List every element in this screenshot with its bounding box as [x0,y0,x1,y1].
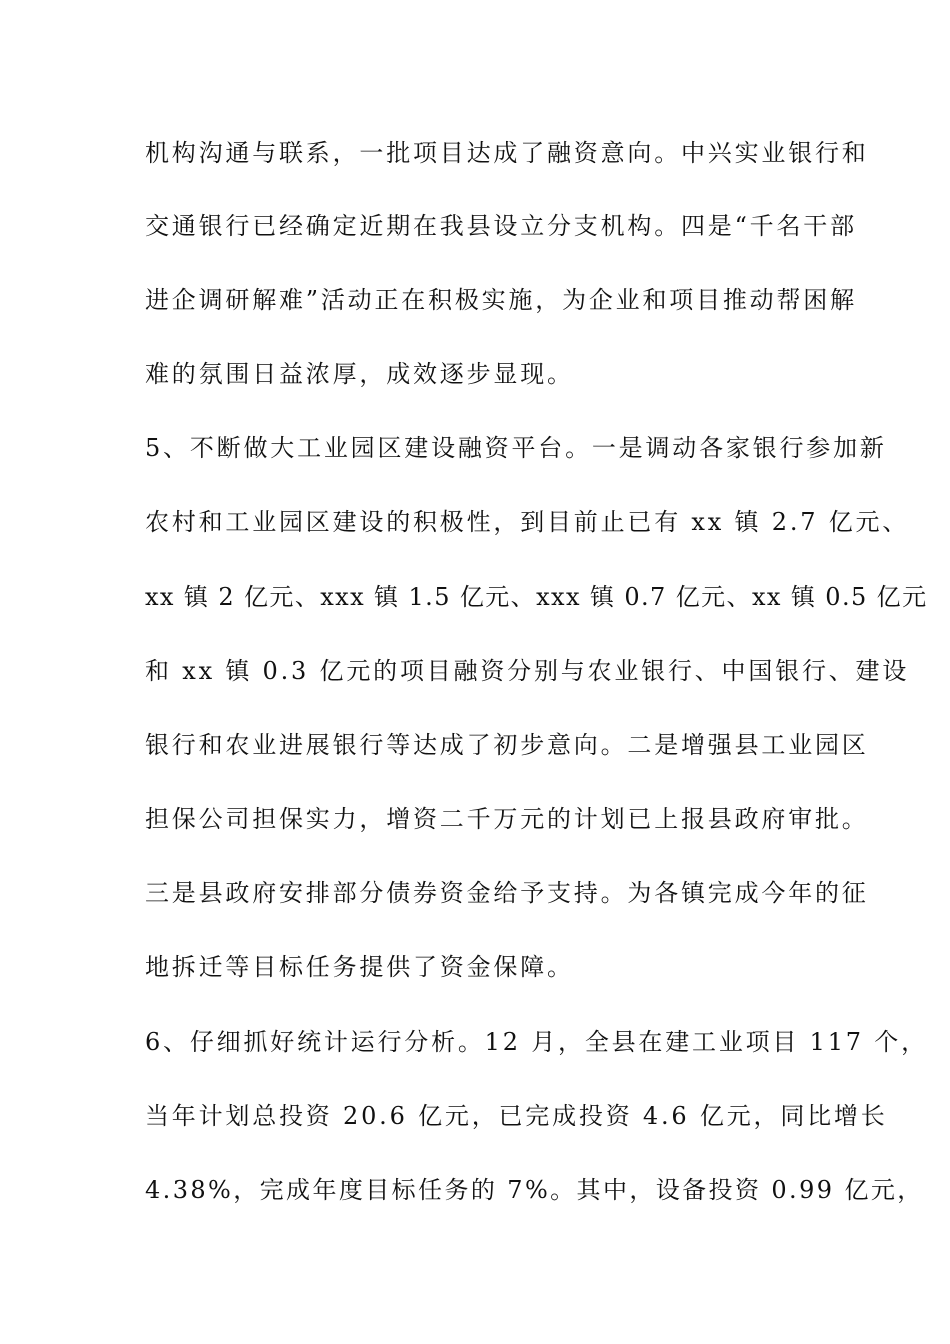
paragraph-line: 机构沟通与联系，一批项目达成了融资意向。中兴实业银行和 [145,139,869,167]
paragraph-line: 交通银行已经确定近期在我县设立分支机构。四是“千名干部 [145,212,857,240]
paragraph-line: xx 镇 2 亿元、xxx 镇 1.5 亿元、xxx 镇 0.7 亿元、xx 镇 0.5 亿元 [145,583,928,611]
paragraph-line: 三是县政府安排部分债券资金给予支持。为各镇完成今年的征 [145,879,869,907]
paragraph-line: 5、不断做大工业园区建设融资平台。一是调动各家银行参加新 [145,434,887,462]
paragraph-line: 银行和农业进展银行等达成了初步意向。二是增强县工业园区 [145,731,869,759]
paragraph-line: 4.38%，完成年度目标任务的 7%。其中，设备投资 0.99 亿元， [145,1176,924,1204]
paragraph-line: 和 xx 镇 0.3 亿元的项目融资分别与农业银行、中国银行、建设 [145,657,910,685]
paragraph-line: 进企调研解难”活动正在积极实施，为企业和项目推动帮困解 [145,286,857,314]
paragraph-line: 难的氛围日益浓厚，成效逐步显现。 [145,360,574,388]
paragraph-line: 当年计划总投资 20.6 亿元，已完成投资 4.6 亿元，同比增长 [145,1102,888,1130]
paragraph-line: 地拆迁等目标任务提供了资金保障。 [145,953,574,981]
paragraph-line: 担保公司担保实力，增资二千万元的计划已上报县政府审批。 [145,805,869,833]
paragraph-line: 6、仔细抓好统计运行分析。12 月，全县在建工业项目 117 个， [145,1028,928,1056]
paragraph-line: 农村和工业园区建设的积极性，到目前止已有 xx 镇 2.7 亿元、 [145,508,910,536]
